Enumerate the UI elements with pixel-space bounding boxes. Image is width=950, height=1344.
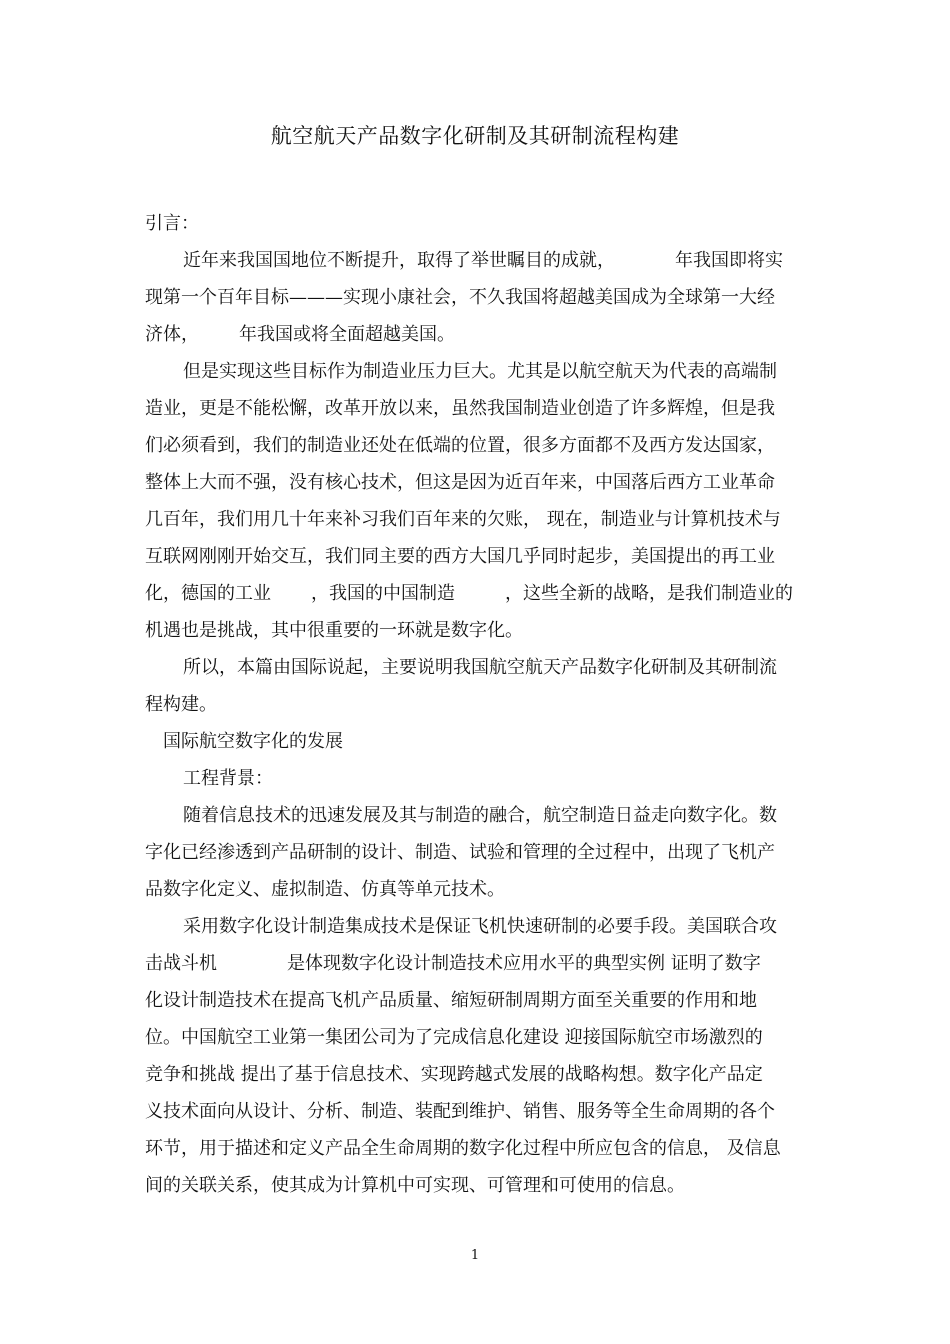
paragraph-1-line: [145, 242, 807, 279]
document-body: [145, 205, 807, 1204]
intro-heading: 引言：: [145, 213, 199, 234]
paragraph-2-line: 造业，更是不能松懈，改革开放以来，虽然我国制造业创造了许多辉煌，但是我: [145, 398, 775, 419]
paragraph-5-line: 化设计制造技术在提高飞机产品质量、缩短研制周期方面至关重要的作用和地: [145, 990, 757, 1011]
section-heading: 国际航空数字化的发展: [163, 731, 343, 752]
paragraph-2-line: [145, 575, 807, 612]
paragraph-4-line: 字化已经渗透到产品研制的设计、制造、试验和管理的全过程中，出现了飞机产: [145, 842, 775, 863]
text-span: 化，德国的工业: [145, 583, 271, 604]
paragraph-2-line: 机遇也是挑战，其中很重要的一环就是数字化。: [145, 620, 523, 641]
paragraph-1-line: 现第一个百年目标———实现小康社会，不久我国将超越美国成为全球第一大经: [145, 287, 775, 308]
paragraph-2-line: 互联网刚刚开始交互，我们同主要的西方大国几乎同时起步，美国提出的再工业: [145, 546, 775, 567]
paragraph-5-line: 采用数字化设计制造集成技术是保证飞机快速研制的必要手段。美国联合攻: [183, 916, 777, 937]
paragraph-2-line: 几百年，我们用几十年来补习我们百年来的欠账， 现在，制造业与计算机技术与: [145, 509, 781, 530]
paragraph-1-line: [145, 316, 807, 353]
text-span: 年我国或将全面超越美国。: [239, 324, 455, 345]
paragraph-5-line: [145, 945, 807, 982]
paragraph-5-line: 环节，用于描述和定义产品全生命周期的数字化过程中所应包含的信息， 及信息: [145, 1138, 781, 1159]
text-span: 近年来我国国地位不断提升，取得了举世瞩目的成就，: [183, 250, 615, 271]
text-span: 年我国即将实: [675, 250, 783, 271]
paragraph-5-line: 竞争和挑战 提出了基于信息技术、实现跨越式发展的战略构想。数字化产品定: [145, 1064, 763, 1085]
page-number: 1: [470, 1248, 480, 1263]
text-span: ，我国的中国制造: [311, 583, 455, 604]
paragraph-2-line: 们必须看到，我们的制造业还处在低端的位置，很多方面都不及西方发达国家，: [145, 435, 775, 456]
paragraph-2-line: 整体上大而不强，没有核心技术，但这是因为近百年来，中国落后西方工业革命: [145, 472, 775, 493]
paragraph-3-line: 程构建。: [145, 694, 217, 715]
paragraph-4-line: 随着信息技术的迅速发展及其与制造的融合，航空制造日益走向数字化。数: [183, 805, 777, 826]
paragraph-4-line: 品数字化定义、虚拟制造、仿真等单元技术。: [145, 879, 505, 900]
text-span: 济体，: [145, 324, 199, 345]
paragraph-5-line: 间的关联关系，使其成为计算机中可实现、可管理和可使用的信息。: [145, 1175, 685, 1196]
paragraph-5-line: 位。中国航空工业第一集团公司为了完成信息化建设 迎接国际航空市场激烈的: [145, 1027, 763, 1048]
text-span: 击战斗机: [145, 953, 217, 974]
text-span: 是体现数字化设计制造技术应用水平的典型实例 证明了数字: [287, 953, 761, 974]
paragraph-5-line: 义技术面向从设计、分析、制造、装配到维护、销售、服务等全生命周期的各个: [145, 1101, 775, 1122]
paragraph-2-line: 但是实现这些目标作为制造业压力巨大。尤其是以航空航天为代表的高端制: [183, 361, 777, 382]
paragraph-3-line: 所以，本篇由国际说起，主要说明我国航空航天产品数字化研制及其研制流: [183, 657, 777, 678]
text-span: ，这些全新的战略，是我们制造业的: [505, 583, 793, 604]
document-title: 航空航天产品数字化研制及其研制流程构建: [270, 124, 680, 148]
sub-heading: 工程背景：: [183, 768, 273, 789]
